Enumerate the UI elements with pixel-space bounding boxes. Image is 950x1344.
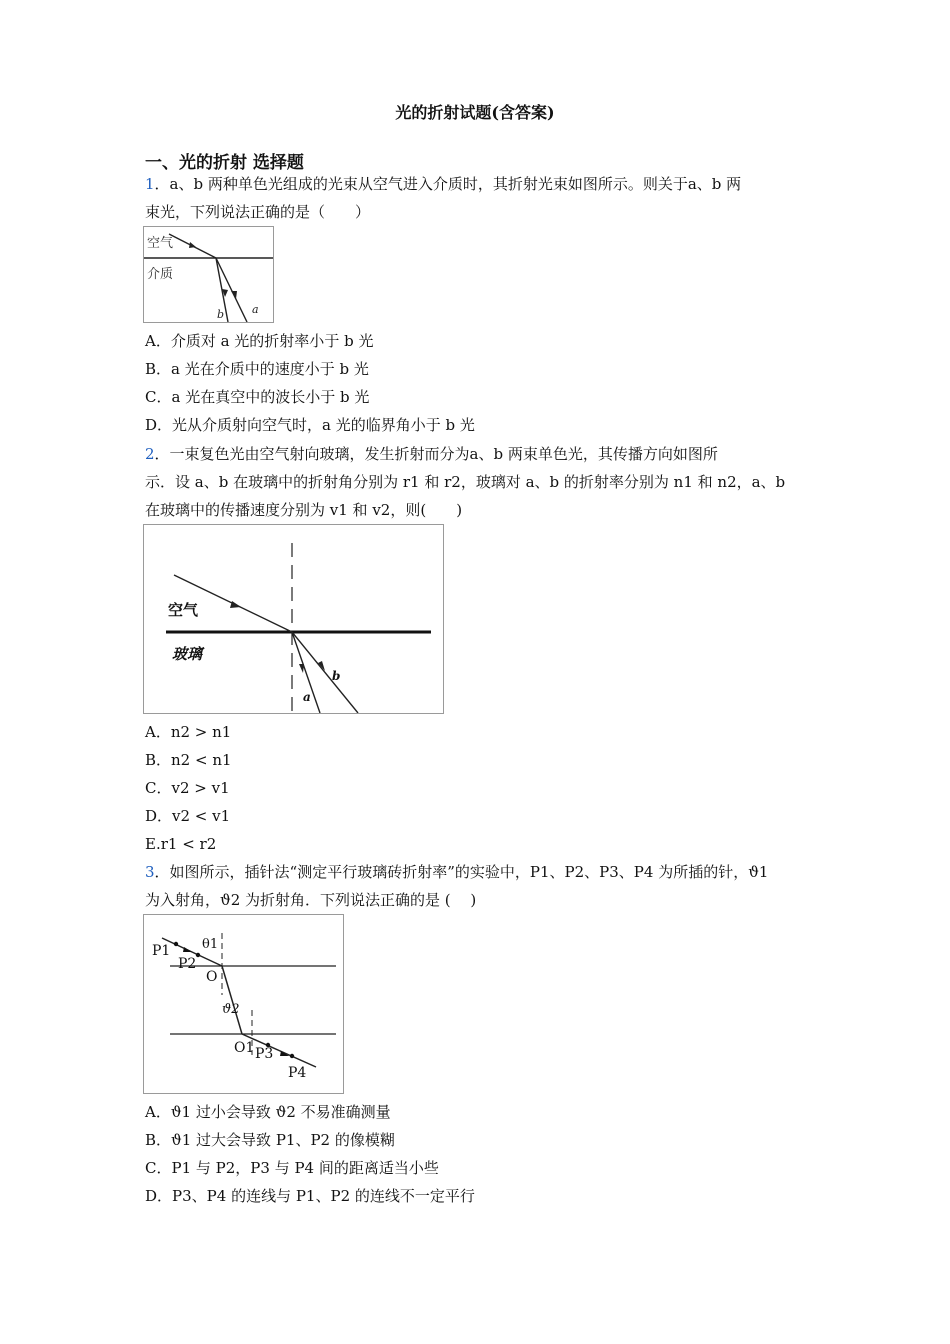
air-label: 空气 bbox=[147, 236, 174, 251]
q1-option-d: D．光从介质射向空气时，a 光的临界角小于 b 光 bbox=[145, 416, 475, 434]
question-3-number: 3 bbox=[145, 863, 155, 881]
page-title: 光的折射试题(含答案) bbox=[395, 103, 555, 122]
theta2-label: ϑ2 bbox=[222, 1002, 240, 1017]
question-2-line-1: 2．一束复色光由空气射向玻璃，发生折射而分为a、b 两束单色光，其传播方向如图所 bbox=[145, 445, 718, 463]
q2-option-b: B．n2 < n1 bbox=[145, 751, 232, 769]
arrow-icon bbox=[299, 664, 304, 673]
medium-label: 介质 bbox=[147, 267, 174, 282]
q3-option-a: A．ϑ1 过小会导致 ϑ2 不易准确测量 bbox=[145, 1103, 391, 1121]
arrow-icon bbox=[230, 601, 241, 608]
q2-option-c: C．v2 > v1 bbox=[145, 779, 230, 797]
question-3-figure bbox=[143, 914, 344, 1094]
q2-option-d: D．v2 < v1 bbox=[145, 807, 231, 825]
arrow-icon bbox=[189, 242, 196, 248]
ray-b-label: b bbox=[217, 308, 225, 321]
air-label: 空气 bbox=[168, 601, 199, 619]
pin-p1 bbox=[174, 942, 178, 946]
question-3-line-2: 为入射角，ϑ2 为折射角．下列说法正确的是 ( ) bbox=[145, 891, 477, 909]
point-o1-label: O1 bbox=[234, 1040, 255, 1056]
pin-p2 bbox=[196, 953, 200, 957]
q2-option-a: A．n2 > n1 bbox=[145, 723, 232, 741]
question-1-line-1: 1．a、b 两种单色光组成的光束从空气进入介质时，其折射光束如图所示。则关于a、b 两 bbox=[145, 175, 742, 193]
p3-label: P3 bbox=[255, 1046, 274, 1062]
q3-option-b: B．ϑ1 过大会导致 P1、P2 的像模糊 bbox=[145, 1131, 395, 1149]
ray-b-label: b bbox=[332, 669, 341, 683]
ray-a-label: a bbox=[252, 303, 259, 316]
question-1-figure bbox=[143, 226, 274, 323]
question-2-number: 2 bbox=[145, 445, 155, 463]
question-1-line-2: 束光，下列说法正确的是（ ） bbox=[145, 203, 371, 221]
theta1-label: θ1 bbox=[202, 937, 219, 952]
q2-option-e: E.r1 < r2 bbox=[145, 835, 217, 853]
glass-label: 玻璃 bbox=[172, 645, 203, 663]
p4-label: P4 bbox=[288, 1065, 307, 1081]
p2-label: P2 bbox=[178, 956, 197, 972]
question-3-line-1: 3．如图所示，插针法“测定平行玻璃砖折射率”的实验中，P1、P2、P3、P4 为所插的针，ϑ1 bbox=[145, 863, 769, 881]
question-1-number: 1 bbox=[145, 175, 155, 193]
arrow-icon bbox=[231, 291, 237, 299]
arrow-icon bbox=[183, 947, 192, 952]
arrow-icon bbox=[280, 1051, 289, 1056]
point-o-label: O bbox=[206, 969, 218, 985]
question-2-line-2: 示．设 a、b 在玻璃中的折射角分别为 r1 和 r2，玻璃对 a、b 的折射率分别为 n1 和 n2，a、b bbox=[145, 473, 786, 491]
question-2-figure bbox=[143, 524, 444, 714]
q3-option-c: C．P1 与 P2，P3 与 P4 间的距离适当小些 bbox=[145, 1159, 439, 1177]
section-heading: 一、光的折射 选择题 bbox=[145, 153, 304, 173]
q1-option-a: A．介质对 a 光的折射率小于 b 光 bbox=[145, 332, 374, 350]
refracted-ray-b bbox=[292, 632, 358, 713]
refracted-ray bbox=[222, 966, 242, 1034]
q1-option-c: C．a 光在真空中的波长小于 b 光 bbox=[145, 388, 370, 406]
q1-option-b: B．a 光在介质中的速度小于 b 光 bbox=[145, 360, 369, 378]
pin-p4 bbox=[290, 1054, 294, 1058]
question-2-line-3: 在玻璃中的传播速度分别为 v1 和 v2，则( ) bbox=[145, 501, 463, 519]
q3-option-d: D．P3、P4 的连线与 P1、P2 的连线不一定平行 bbox=[145, 1187, 475, 1205]
ray-a-label: a bbox=[303, 690, 311, 704]
p1-label: P1 bbox=[152, 943, 171, 959]
